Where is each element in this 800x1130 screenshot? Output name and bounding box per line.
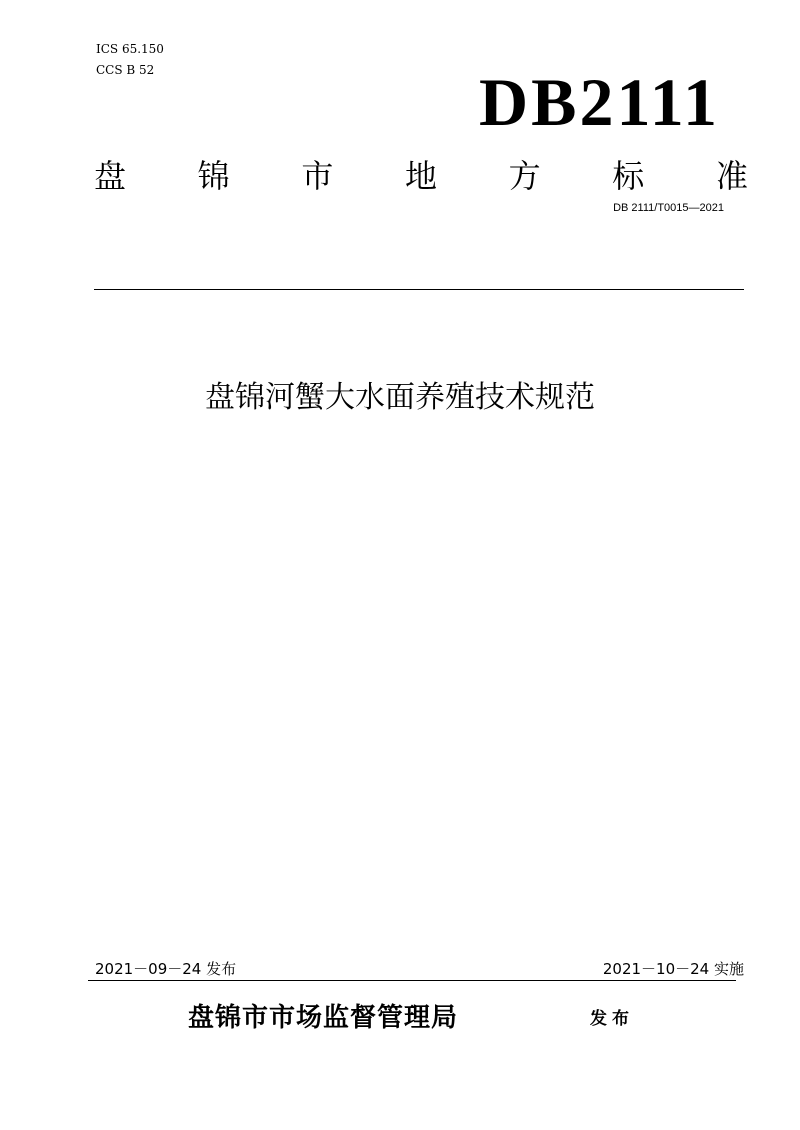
db-code-logo: DB2111 bbox=[479, 64, 720, 140]
publish-date: 2021－09－24 发布 bbox=[95, 960, 237, 978]
bottom-divider bbox=[88, 980, 736, 981]
ics-code: ICS 65.150 bbox=[96, 42, 164, 56]
standard-type-char: 市 bbox=[301, 157, 334, 195]
standard-type-char: 地 bbox=[404, 157, 437, 195]
ccs-code: CCS B 52 bbox=[96, 63, 155, 77]
top-divider bbox=[94, 289, 744, 290]
standard-number: DB 2111/T0015—2021 bbox=[613, 202, 724, 214]
standard-type-char: 锦 bbox=[197, 157, 230, 195]
standard-type-char: 方 bbox=[508, 157, 541, 195]
issue-label: 发布 bbox=[590, 1009, 634, 1029]
standard-type-char: 盘 bbox=[94, 157, 127, 195]
standard-type-char: 准 bbox=[715, 157, 748, 195]
document-title: 盘锦河蟹大水面养殖技术规范 bbox=[205, 380, 595, 415]
issuing-authority: 盘锦市市场监督管理局 bbox=[188, 1003, 459, 1033]
standard-type-char: 标 bbox=[612, 157, 645, 195]
implement-date: 2021－10－24 实施 bbox=[602, 960, 744, 978]
standard-type bbox=[94, 152, 748, 200]
